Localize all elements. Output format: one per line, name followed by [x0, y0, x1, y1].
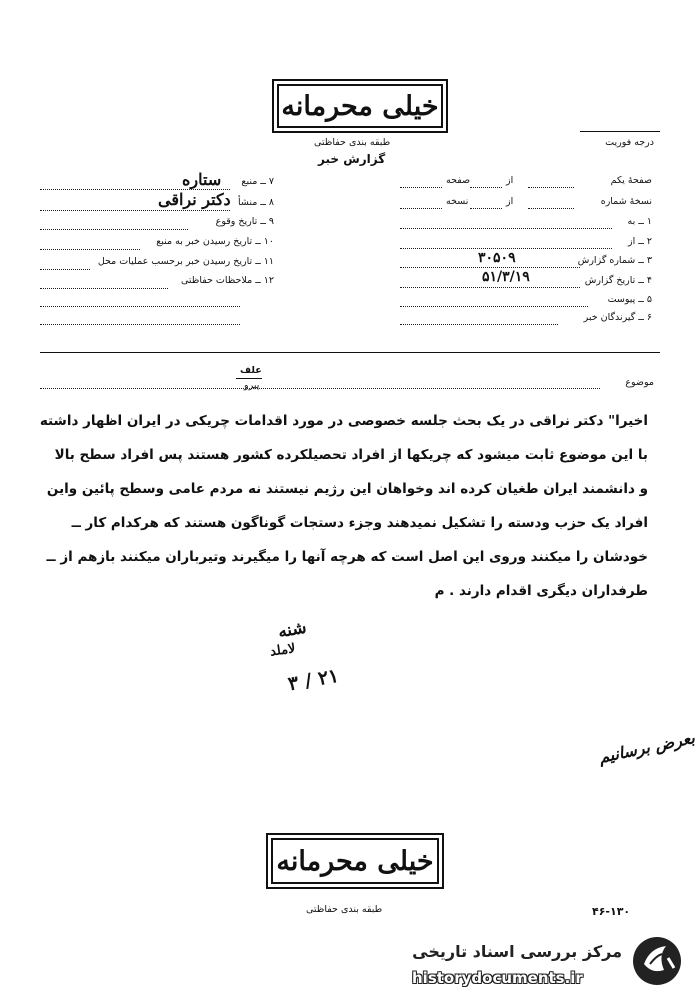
- dotted-line: [400, 267, 580, 268]
- field-label: ۷ ــ منبع: [241, 176, 274, 187]
- classification-stamp-bottom: [266, 833, 444, 889]
- subject-alaf: علف: [240, 365, 262, 376]
- report-date-value: ۵۱/۳/۱۹: [482, 269, 530, 285]
- body-line: طرفداران دیگری اقدام دارند . م: [434, 583, 648, 599]
- margin-note: لاملد: [269, 641, 297, 660]
- divider-top: [40, 352, 660, 353]
- dotted-line: [40, 249, 140, 250]
- field-label: ۱ ــ به: [627, 216, 652, 227]
- margin-note: شنه: [276, 617, 309, 643]
- dotted-line: [400, 306, 588, 307]
- field-label: ۱۰ ــ تاریخ رسیدن خبر به منبع: [156, 236, 274, 247]
- stamp-text: خیلی محرمانه: [281, 90, 439, 122]
- dotted-line: [400, 187, 442, 188]
- source-value: ستاره: [182, 170, 222, 189]
- dotted-line: [528, 187, 574, 188]
- field-label: ۳ ــ شماره گزارش: [577, 255, 652, 266]
- dotted-line: [470, 208, 502, 209]
- dotted-line: [400, 248, 612, 249]
- body-line: اخیرا" دکتر نراقی در یک بحث جلسه خصوصی در مورد اقدامات چریکی در ایران اظهار داشته: [39, 413, 648, 429]
- dotted-line: [40, 210, 230, 211]
- dotted-line: [40, 324, 240, 325]
- field-label: ۸ ــ منشأ: [237, 197, 274, 208]
- dotted-line: [40, 306, 240, 307]
- urgency-underline: [580, 131, 660, 132]
- form-code: ۴۶-۱۳۰: [592, 905, 631, 918]
- watermark-url: historydocuments.ir: [412, 969, 583, 987]
- subject-dotted-line: [40, 388, 600, 389]
- field-label: ۶ ــ گیرندگان خبر: [583, 312, 652, 323]
- field-from: از: [506, 196, 514, 207]
- report-title: گزارش خبر: [318, 152, 386, 166]
- field-label: ۹ ــ تاریخ وقوع: [215, 216, 274, 227]
- field-label: ۵ ــ پیوست: [607, 294, 652, 305]
- dotted-line: [40, 269, 90, 270]
- stamp-text: خیلی محرمانه: [276, 845, 434, 877]
- body-line: و دانشمند ایران طغیان کرده اند وخواهان این رژیم نیستند نه مردم عامی وسطح پائین واین: [46, 481, 648, 497]
- dotted-line: [400, 324, 558, 325]
- dotted-line: [528, 208, 574, 209]
- report-number-value: ۳۰۵۰۹: [478, 250, 516, 266]
- classification-label-top: طبقه بندی حفاظتی: [314, 137, 391, 148]
- field-label: ۲ ــ از: [628, 236, 652, 247]
- urgency-label: درجه فوریت: [605, 137, 654, 148]
- watermark-logo-icon: [630, 934, 684, 988]
- body-line: با این موضوع ثابت میشود که چریکها از افراد تحصیلکرده کشور هستند پس افراد سطح بالا: [54, 447, 648, 463]
- body-line: افراد یک حزب ودسته را تشکیل نمیدهند وجزء دستجات گوناگون هستند که هرکدام کار ــ: [71, 515, 648, 531]
- field-copy: نسخه: [446, 196, 469, 207]
- field-label: ۴ ــ تاریخ گزارش: [584, 275, 652, 286]
- subject-label: موضوع: [625, 377, 654, 388]
- dotted-line: [40, 288, 168, 289]
- dotted-line: [400, 287, 580, 288]
- body-line: خودشان را میکنند وروی این اصل است که هرچه آنها را میگیرند وتیرباران میکنند بازهم از ــ: [46, 549, 648, 565]
- classification-stamp-top: [272, 79, 448, 133]
- classification-label-bottom: طبقه بندی حفاظتی: [306, 904, 383, 915]
- dotted-line: [400, 228, 612, 229]
- dotted-line: [400, 208, 442, 209]
- origin-value: دکتر نراقی: [158, 190, 231, 209]
- signature: بعرض برسانیم: [597, 728, 697, 767]
- field-label: صفحهٔ یکم: [610, 175, 652, 186]
- dotted-line: [40, 229, 188, 230]
- margin-date: ۲۱ / ۳: [286, 664, 341, 696]
- field-label: ۱۱ ــ تاریخ رسیدن خبر برحسب عملیات محل: [97, 256, 274, 267]
- field-page: صفحه: [446, 175, 471, 186]
- field-label: ۱۲ ــ ملاحظات حفاظتی: [180, 275, 274, 286]
- alaf-underline: [236, 378, 262, 379]
- dotted-line: [470, 187, 502, 188]
- field-from: از: [506, 175, 514, 186]
- watermark-name: مرکز بررسی اسناد تاریخی: [412, 942, 622, 961]
- subject-pirud: پیرو: [244, 380, 260, 391]
- field-label: نسخهٔ شماره: [600, 196, 652, 207]
